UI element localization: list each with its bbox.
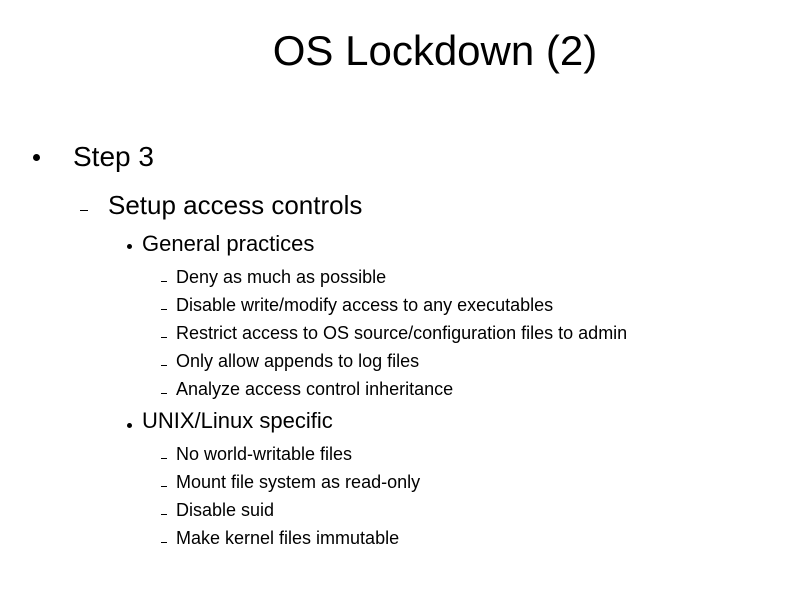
bullet-dash-icon [161,542,167,543]
step-label: Step 3 [73,141,154,172]
list-item: No world-writable files [176,444,353,464]
bullet-dash-icon [80,210,88,211]
section-heading-unix: UNIX/Linux specific [142,408,333,433]
list-item: Deny as much as possible [176,267,387,287]
list-item: Disable suid [176,500,275,520]
section-heading-general: General practices [142,231,315,256]
bullet-dash-icon [161,365,167,366]
bullet-dash-icon [161,486,167,487]
bullet-dash-icon [161,393,167,394]
list-item: Analyze access control inheritance [176,379,454,399]
bullet-dot-icon [127,423,132,428]
slide-title: OS Lockdown (2) [272,27,598,74]
bullet-dot-icon [127,244,132,249]
bullet-dash-icon [161,514,167,515]
bullet-dot-icon [33,154,40,161]
bullet-dash-icon [161,281,167,282]
bullet-dash-icon [161,458,167,459]
list-item: Restrict access to OS source/configuration files to admin [176,323,628,343]
list-item: Only allow appends to log files [176,351,420,371]
list-item: Mount file system as read-only [176,472,421,492]
subheading: Setup access controls [108,190,363,220]
bullet-dash-icon [161,337,167,338]
list-item: Disable write/modify access to any executables [176,295,554,315]
bullet-dash-icon [161,309,167,310]
list-item: Make kernel files immutable [176,528,400,548]
